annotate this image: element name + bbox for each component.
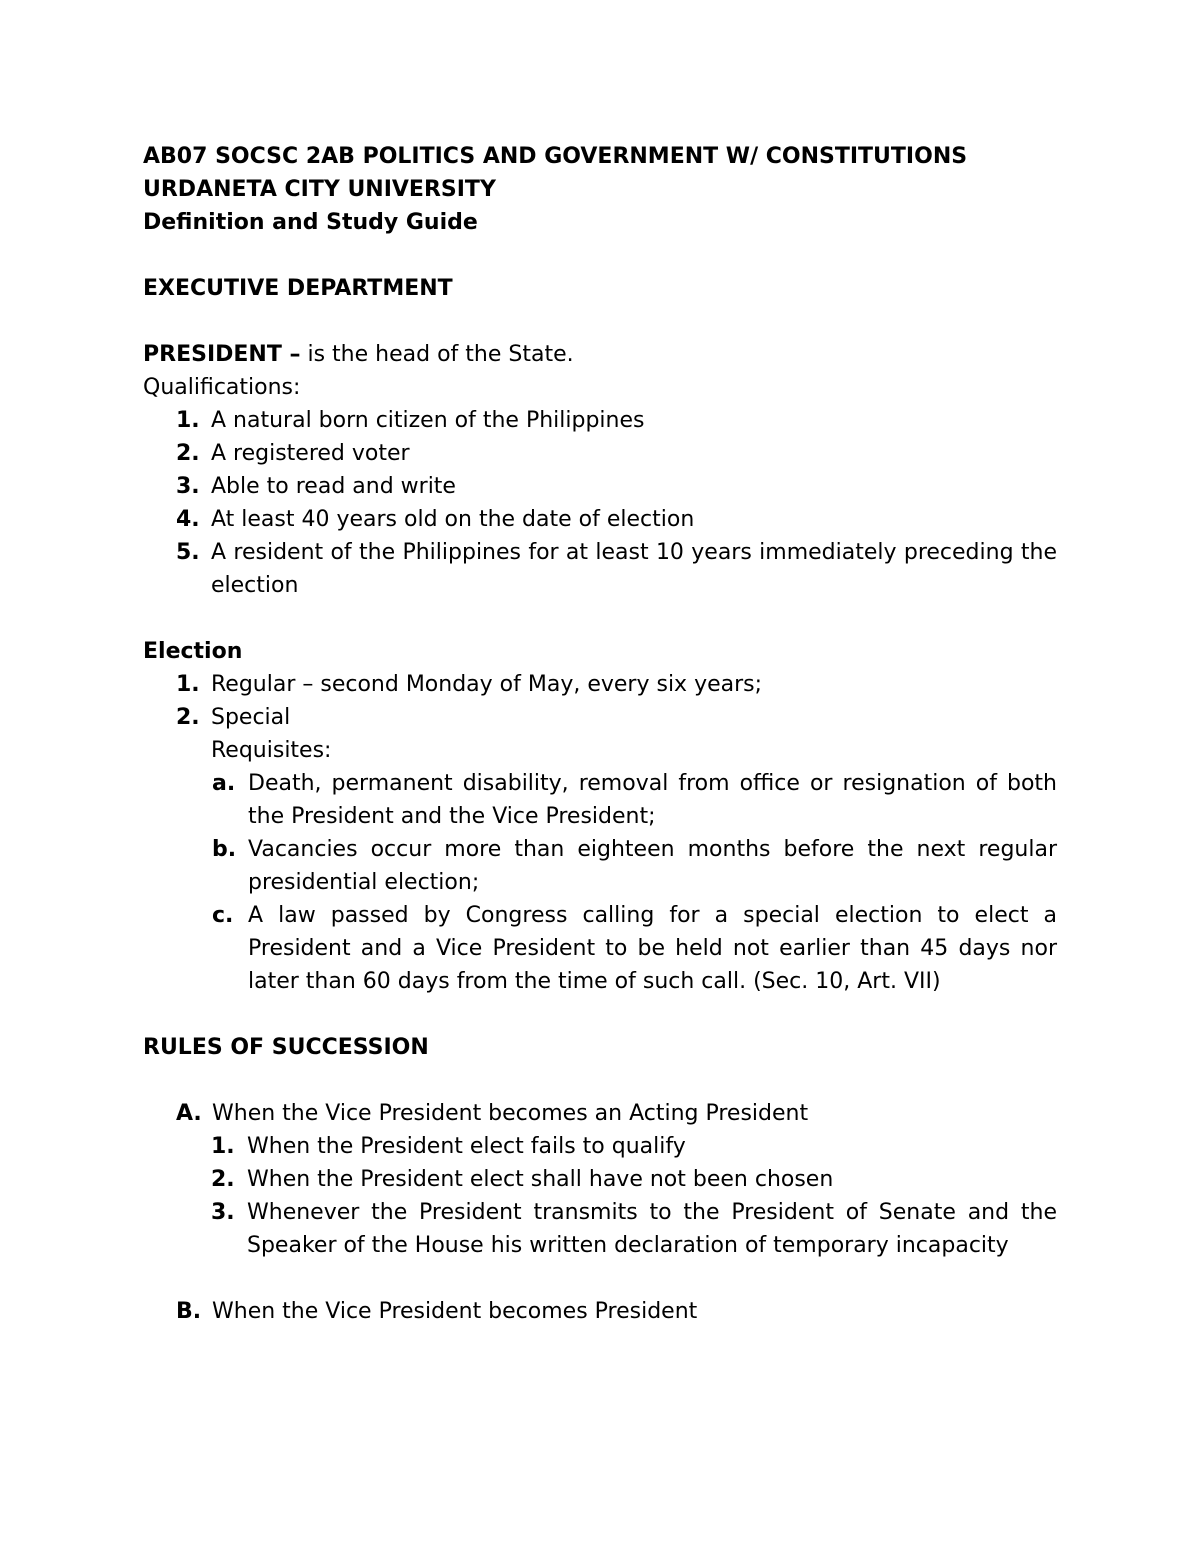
succession-title: RULES OF SUCCESSION: [143, 1035, 429, 1060]
succession-item: [143, 1130, 1057, 1163]
list-letter: B.: [176, 1299, 202, 1324]
succession-group: [143, 1295, 1057, 1328]
list-number: 3.: [176, 474, 200, 499]
president-definition: [143, 338, 1057, 371]
list-number: 2.: [176, 441, 200, 466]
requisite-item: [143, 767, 1057, 833]
list-text: When the Vice President becomes an Acting President: [212, 1101, 809, 1126]
requisites-label: Requisites:: [211, 738, 332, 763]
qualification-item: [143, 503, 1057, 536]
election-title: Election: [143, 639, 243, 664]
list-number: 2.: [176, 705, 200, 730]
list-letter: A.: [176, 1101, 202, 1126]
qualification-item: [143, 536, 1057, 602]
list-number: 1.: [211, 1134, 235, 1159]
requisite-item: [143, 899, 1057, 998]
list-text: A natural born citizen of the Philippines: [211, 408, 645, 433]
list-number: 1.: [176, 408, 200, 433]
qualification-item: [143, 437, 1057, 470]
document-page: [143, 140, 1057, 1328]
list-letter: a.: [212, 771, 236, 796]
list-text: When the Vice President becomes President: [212, 1299, 698, 1324]
list-text: A resident of the Philippines for at least 10 years immediately preceding the election: [211, 540, 1057, 598]
list-text: Death, permanent disability, removal from office or resignation of both the President and the Vice President;: [248, 771, 1057, 829]
election-item: [143, 668, 1057, 701]
president-definition-text: is the head of the State.: [300, 342, 574, 367]
document-subtitle: Definition and Study Guide: [143, 210, 478, 235]
university-name: URDANETA CITY UNIVERSITY: [143, 177, 496, 202]
list-text: A registered voter: [211, 441, 410, 466]
succession-group: [143, 1097, 1057, 1130]
list-number: 4.: [176, 507, 200, 532]
list-number: 5.: [176, 540, 200, 565]
list-text: Able to read and write: [211, 474, 456, 499]
list-number: 3.: [211, 1200, 235, 1225]
succession-item: [143, 1163, 1057, 1196]
list-text: Vacancies occur more than eighteen months before the next regular presidential election;: [248, 837, 1057, 895]
succession-item: [143, 1196, 1057, 1262]
president-term: PRESIDENT –: [143, 342, 301, 367]
qualification-item: [143, 470, 1057, 503]
list-text: When the President elect shall have not been chosen: [247, 1167, 834, 1192]
list-text: Whenever the President transmits to the President of Senate and the Speaker of the House his written declaration of temporary incapacity: [247, 1200, 1057, 1258]
section-title: EXECUTIVE DEPARTMENT: [143, 276, 453, 301]
list-letter: c.: [212, 903, 234, 928]
list-number: 2.: [211, 1167, 235, 1192]
list-number: 1.: [176, 672, 200, 697]
list-text: A law passed by Congress calling for a special election to elect a President and a Vice President to be held not earlier than 45 days nor later than 60 days from the time of such call. (Sec. 10, Art. VII): [248, 903, 1057, 994]
qualifications-label: Qualifications:: [143, 375, 301, 400]
qualification-item: [143, 404, 1057, 437]
requisite-item: [143, 833, 1057, 899]
course-title: AB07 SOCSC 2AB POLITICS AND GOVERNMENT W/ CONSTITUTIONS: [143, 144, 968, 169]
list-text: At least 40 years old on the date of election: [211, 507, 695, 532]
list-text: Special: [211, 705, 291, 730]
list-letter: b.: [212, 837, 237, 862]
list-text: Regular – second Monday of May, every six years;: [211, 672, 763, 697]
list-text: When the President elect fails to qualify: [247, 1134, 686, 1159]
election-item: [143, 701, 1057, 734]
